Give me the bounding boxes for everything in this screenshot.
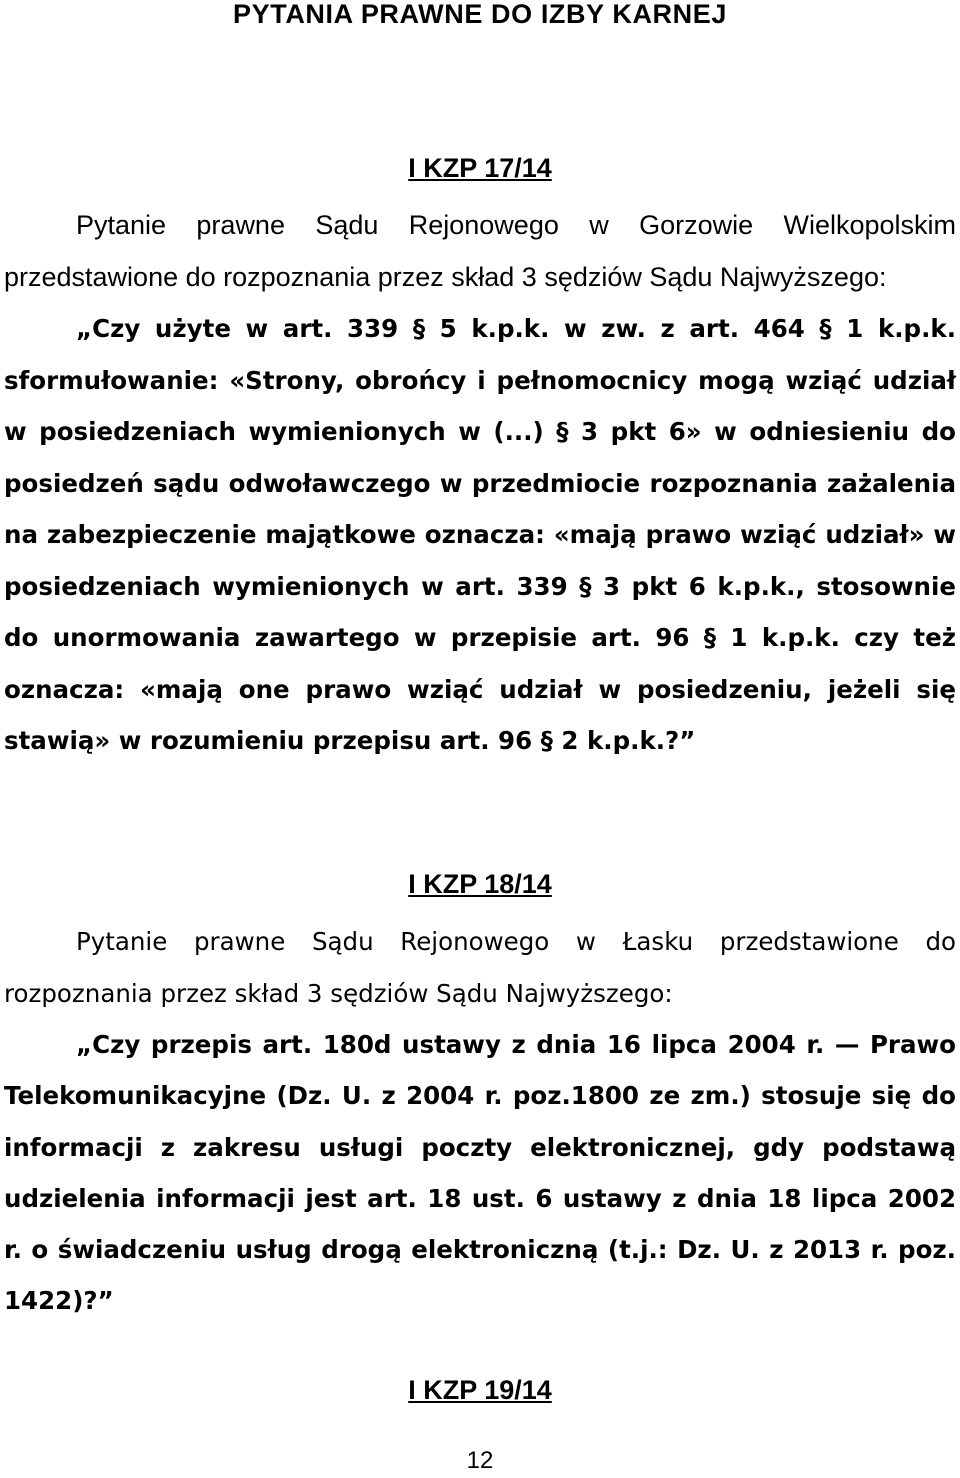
case-intro: Pytanie prawne Sądu Rejonowego w Gorzowie Wielkopolskim przedstawione do rozpoznania przez skład 3 sędziów Sądu Najwyższego: (4, 210, 956, 292)
legal-question: „Czy użyte w art. 339 § 5 k.p.k. w zw. z art. 464 § 1 k.p.k. sformułowanie: «Strony, obrońcy i pełnomocnicy mogą wziąć udział w posiedzeniach wymienionych w (...) § 3 pkt 6» w odniesieniu do posiedzeń sądu odwoławczego w przedmiocie rozpoznania zażalenia na zabezpieczenie majątkowe oznacza: «mają prawo wziąć udział» w posiedzeniach wymienionych w art. 339 § 3 pkt 6 k.p.k., stosownie do unormowania zawartego w przepisie art. 96 § 1 k.p.k. czy też oznacza: «mają one prawo wziąć udział w posiedzeniu, jeżeli się stawią» w rozumieniu przepisu art. 96 § 2 k.p.k.?” (4, 314, 956, 755)
case-id: I KZP 17/14 (408, 153, 552, 183)
legal-question: „Czy przepis art. 180d ustawy z dnia 16 lipca 2004 r. — Prawo Telekomunikacyjne (Dz. U. z 2004 r. poz.1800 ze zm.) stosuje się do informacji z zakresu usługi poczty elektronicznej, gdy podstawą udzielenia informacji jest art. 18 ust. 6 ustawy z dnia 18 lipca 2002 r. o świadczeniu usług drogą elektroniczną (t.j.: Dz. U. z 2013 r. poz. 1422)?” (4, 1030, 956, 1316)
page-number: 12 (466, 1447, 494, 1474)
case-section-2 (4, 864, 956, 1327)
case-section-1 (4, 148, 956, 767)
case-section-3 (4, 1370, 956, 1410)
case-id: I KZP 18/14 (408, 869, 552, 899)
document-title: PYTANIA PRAWNE DO IZBY KARNEJ (233, 0, 727, 29)
case-intro: Pytanie prawne Sądu Rejonowego w Łasku przedstawione do rozpoznania przez skład 3 sędziów Sądu Najwyższego: (4, 927, 956, 1008)
case-id: I KZP 19/14 (408, 1375, 552, 1405)
